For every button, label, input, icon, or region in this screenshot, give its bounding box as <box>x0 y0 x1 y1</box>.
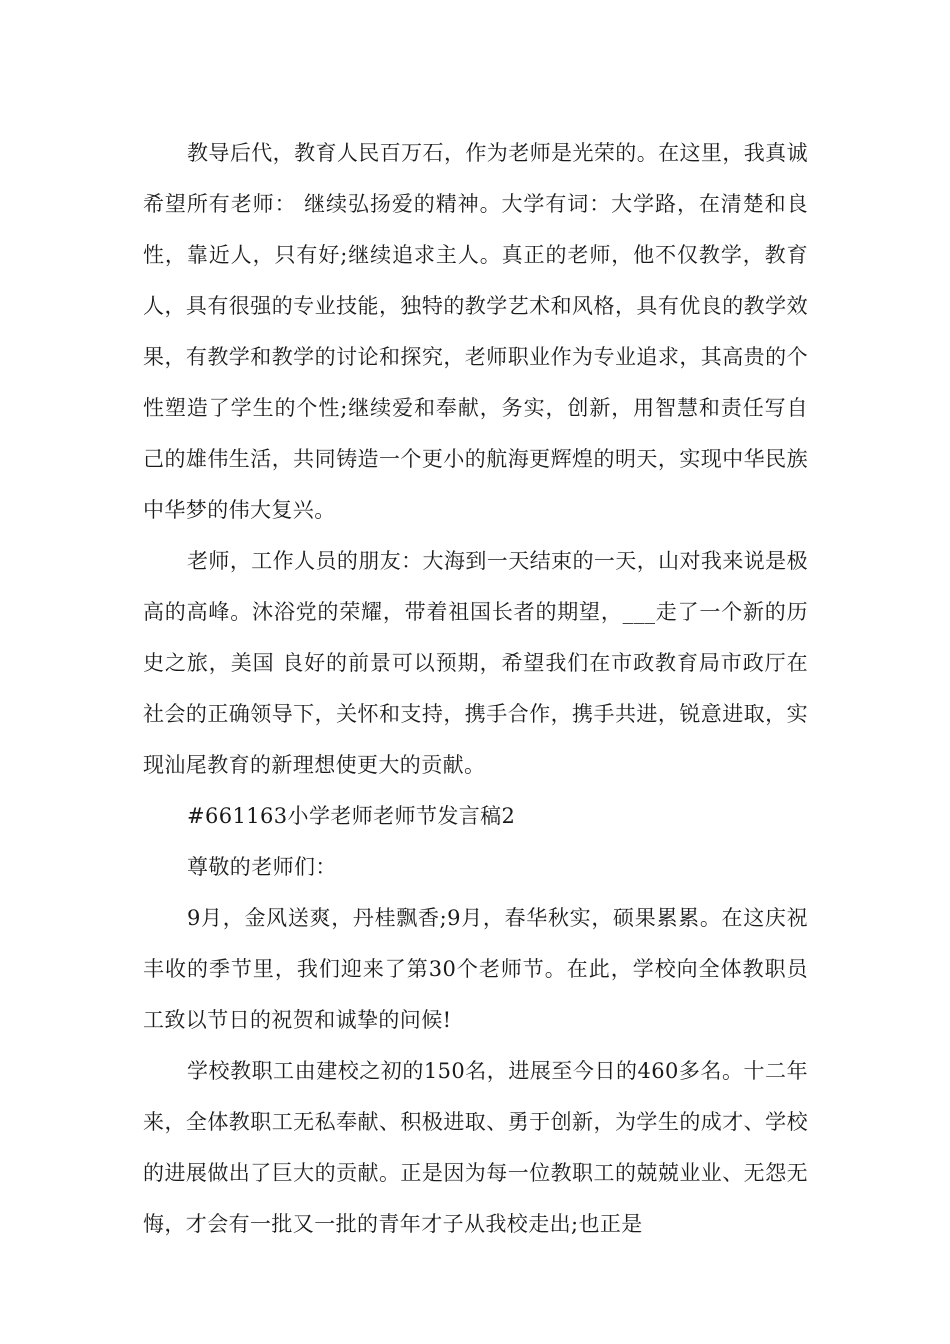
paragraph-teachers-friends: 老师，工作人员的朋友：大海到一天结束的一天，山对我来说是极高的高峰。沐浴党的荣耀，带着祖国长者的期望，___走了一个新的历史之旅，美国 良好的前景可以预期，希望我们在市政教育局市政厅在社会的正确领导下，关怀和支持，携手合作，携手共进，锐意进取，实现汕尾教育的新理想使更大的贡献。 <box>143 549 808 777</box>
paragraph-teachers-honor: 教导后代，教育人民百万石，作为老师是光荣的。在这里，我真诚希望所有老师： 继续弘扬爱的精神。大学有词：大学路，在清楚和良性，靠近人，只有好;继续追求主人。真正的老师，他不仅教学，教育人，具有很强的专业技能，独特的教学艺术和风格，具有优良的教学效果，有教学和教学的讨论和探究，老师职业作为专业追求，其高贵的个性塑造了学生的个性;继续爱和奉献，务实，创新，用智慧和责任写自己的雄伟生活，共同铸造一个更小的航海更辉煌的明天，实现中华民族中华梦的伟大复兴。 <box>143 141 808 522</box>
paragraph-september: 9月，金风送爽，丹桂飘香;9月，春华秋实，硕果累累。在这庆祝丰收的季节里，我们迎来了第30个老师节。在此，学校向全体教职员工致以节日的祝贺和诚挚的问候! <box>143 906 808 1032</box>
salutation: 尊敬的老师们： <box>187 855 337 879</box>
speech-heading: #661163小学老师老师节发言稿2 <box>187 804 516 828</box>
paragraph-staff-growth: 学校教职工由建校之初的150名，进展至今日的460多名。十二年来，全体教职工无私奉献、积极进取、勇于创新，为学生的成才、学校的进展做出了巨大的贡献。正是因为每一位教职工的兢兢业业、无怨无悔，才会有一批又一批的青年才子从我校走出;也正是 <box>143 1059 808 1236</box>
document-body <box>143 128 808 1250</box>
